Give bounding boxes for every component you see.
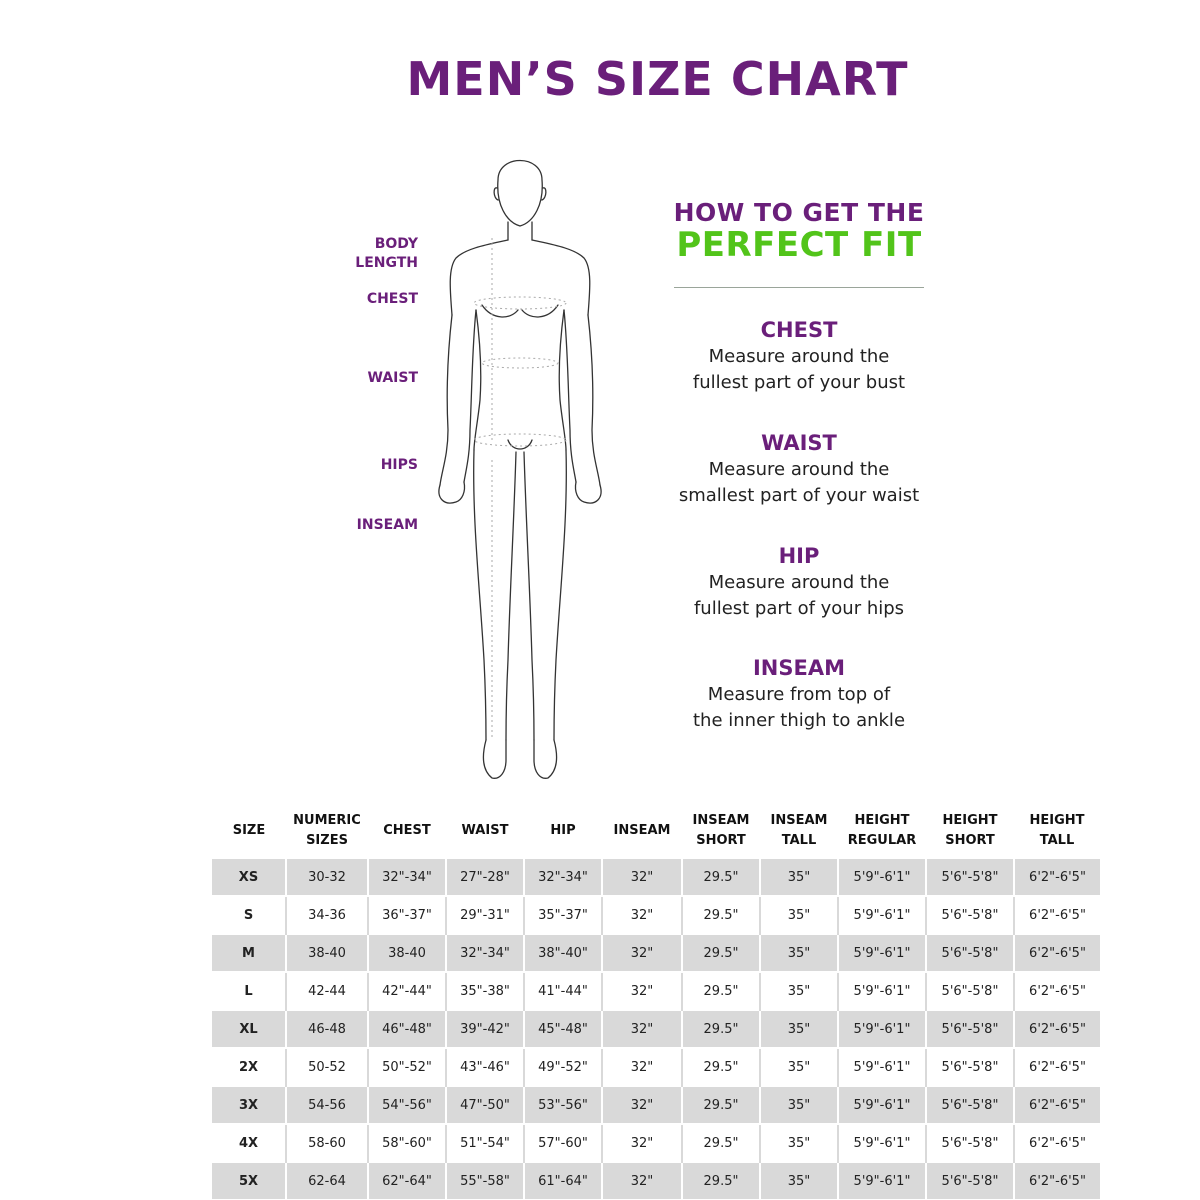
- body-figure-illustration: [420, 140, 620, 790]
- column-header: [212, 805, 286, 858]
- table-cell: 6'2"-6'5": [1014, 1162, 1100, 1199]
- table-row: [212, 1086, 1100, 1124]
- table-cell: 5'9"-6'1": [838, 1010, 926, 1048]
- column-header: [446, 805, 524, 858]
- column-header: [524, 805, 602, 858]
- tip-inseam-line1: Measure from top of: [707, 684, 891, 705]
- table-cell: 32": [602, 1086, 682, 1124]
- size-cell: M: [212, 934, 286, 972]
- table-cell: 5'9"-6'1": [838, 1124, 926, 1162]
- table-cell: 39"-42": [446, 1010, 524, 1048]
- label-body-length: [355, 235, 418, 273]
- table-cell: 35": [760, 858, 838, 896]
- column-header: [838, 805, 926, 858]
- table-row: [212, 896, 1100, 934]
- table-cell: 32": [602, 1124, 682, 1162]
- table-cell: 35": [760, 1162, 838, 1199]
- table-cell: 51"-54": [446, 1124, 524, 1162]
- tip-waist-head: WAIST: [761, 431, 837, 455]
- size-table: [212, 805, 1100, 1199]
- table-cell: 35": [760, 1124, 838, 1162]
- column-header-line: HEIGHT: [1029, 813, 1085, 828]
- table-cell: 6'2"-6'5": [1014, 972, 1100, 1010]
- table-cell: 30-32: [286, 858, 368, 896]
- label-body-length-text: BODY LENGTH: [355, 236, 418, 271]
- table-cell: 32"-34": [368, 858, 446, 896]
- tip-chest-head: CHEST: [760, 318, 838, 342]
- table-cell: 6'2"-6'5": [1014, 1048, 1100, 1086]
- table-cell: 35"-37": [524, 896, 602, 934]
- table-cell: 35": [760, 1086, 838, 1124]
- size-cell: S: [212, 896, 286, 934]
- column-header-line: TALL: [781, 833, 817, 848]
- tip-chest-line2: fullest part of your bust: [692, 372, 906, 393]
- table-cell: 29.5": [682, 896, 760, 934]
- table-cell: 32"-34": [524, 858, 602, 896]
- table-cell: 32": [602, 896, 682, 934]
- table-cell: 6'2"-6'5": [1014, 934, 1100, 972]
- table-cell: 5'6"-5'8": [926, 1086, 1014, 1124]
- column-header-line: WAIST: [461, 823, 509, 838]
- table-row: [212, 858, 1100, 896]
- table-row: [212, 1010, 1100, 1048]
- column-header: [926, 805, 1014, 858]
- column-header-line: INSEAM: [692, 813, 750, 828]
- column-header-line: HEIGHT: [854, 813, 910, 828]
- table-cell: 43"-46": [446, 1048, 524, 1086]
- column-header: [286, 805, 368, 858]
- table-cell: 6'2"-6'5": [1014, 858, 1100, 896]
- tip-waist: [660, 431, 938, 509]
- table-cell: 58"-60": [368, 1124, 446, 1162]
- page-title: MEN’S SIZE CHART: [406, 52, 909, 106]
- size-cell: L: [212, 972, 286, 1010]
- table-cell: 50-52: [286, 1048, 368, 1086]
- column-header-line: SHORT: [696, 833, 746, 848]
- table-cell: 38-40: [286, 934, 368, 972]
- table-cell: 34-36: [286, 896, 368, 934]
- table-cell: 32": [602, 1010, 682, 1048]
- table-cell: 42-44: [286, 972, 368, 1010]
- table-cell: 32"-34": [446, 934, 524, 972]
- table-cell: 6'2"-6'5": [1014, 896, 1100, 934]
- column-header-line: CHEST: [383, 823, 431, 838]
- table-cell: 5'6"-5'8": [926, 1162, 1014, 1199]
- table-cell: 32": [602, 858, 682, 896]
- column-header-line: SIZE: [232, 823, 266, 838]
- table-row: [212, 1048, 1100, 1086]
- table-cell: 58-60: [286, 1124, 368, 1162]
- table-cell: 35": [760, 972, 838, 1010]
- size-cell: 3X: [212, 1086, 286, 1124]
- table-cell: 29.5": [682, 972, 760, 1010]
- column-header-line: NUMERIC: [293, 813, 361, 828]
- table-cell: 54-56: [286, 1086, 368, 1124]
- table-cell: 5'6"-5'8": [926, 858, 1014, 896]
- table-row: [212, 1162, 1100, 1199]
- label-hips: HIPS: [380, 457, 418, 473]
- table-cell: 47"-50": [446, 1086, 524, 1124]
- table-cell: 5'9"-6'1": [838, 1086, 926, 1124]
- table-cell: 5'6"-5'8": [926, 972, 1014, 1010]
- howto-line2: PERFECT FIT: [676, 225, 922, 265]
- table-header-row: [212, 805, 1100, 858]
- table-cell: 6'2"-6'5": [1014, 1086, 1100, 1124]
- table-cell: 53"-56": [524, 1086, 602, 1124]
- column-header: [760, 805, 838, 858]
- table-cell: 32": [602, 1162, 682, 1199]
- tip-hip: [660, 544, 938, 622]
- table-cell: 6'2"-6'5": [1014, 1124, 1100, 1162]
- size-cell: 5X: [212, 1162, 286, 1199]
- table-cell: 45"-48": [524, 1010, 602, 1048]
- table-cell: 5'9"-6'1": [838, 896, 926, 934]
- table-cell: 55"-58": [446, 1162, 524, 1199]
- table-cell: 5'6"-5'8": [926, 934, 1014, 972]
- tip-inseam-line2: the inner thigh to ankle: [692, 710, 906, 731]
- label-inseam: INSEAM: [356, 517, 418, 533]
- table-cell: 38"-40": [524, 934, 602, 972]
- table-cell: 29.5": [682, 934, 760, 972]
- size-cell: 4X: [212, 1124, 286, 1162]
- table-cell: 29.5": [682, 858, 760, 896]
- table-cell: 32": [602, 934, 682, 972]
- tip-inseam: [660, 656, 938, 734]
- size-cell: XS: [212, 858, 286, 896]
- table-cell: 5'6"-5'8": [926, 896, 1014, 934]
- tip-hip-line2: fullest part of your hips: [693, 598, 905, 619]
- tip-chest-line1: Measure around the: [708, 346, 890, 367]
- tip-inseam-head: INSEAM: [752, 656, 845, 680]
- table-cell: 5'6"-5'8": [926, 1124, 1014, 1162]
- tip-waist-line1: Measure around the: [708, 459, 890, 480]
- table-cell: 42"-44": [368, 972, 446, 1010]
- column-header-line: SIZES: [306, 833, 348, 848]
- column-header-line: INSEAM: [613, 823, 671, 838]
- table-cell: 35"-38": [446, 972, 524, 1010]
- column-header-line: INSEAM: [770, 813, 828, 828]
- table-cell: 29.5": [682, 1048, 760, 1086]
- table-cell: 35": [760, 1010, 838, 1048]
- table-cell: 35": [760, 1048, 838, 1086]
- table-row: [212, 972, 1100, 1010]
- column-header-line: TALL: [1039, 833, 1075, 848]
- column-header: [368, 805, 446, 858]
- column-header-line: REGULAR: [847, 833, 917, 848]
- table-cell: 46"-48": [368, 1010, 446, 1048]
- table-cell: 41"-44": [524, 972, 602, 1010]
- column-header: [1014, 805, 1100, 858]
- table-cell: 61"-64": [524, 1162, 602, 1199]
- table-cell: 46-48: [286, 1010, 368, 1048]
- table-cell: 32": [602, 972, 682, 1010]
- table-cell: 5'6"-5'8": [926, 1010, 1014, 1048]
- table-cell: 5'9"-6'1": [838, 934, 926, 972]
- table-cell: 5'9"-6'1": [838, 1048, 926, 1086]
- table-cell: 62-64: [286, 1162, 368, 1199]
- table-cell: 29.5": [682, 1086, 760, 1124]
- howto-line1: HOW TO GET THE: [673, 198, 925, 227]
- table-cell: 49"-52": [524, 1048, 602, 1086]
- label-waist: WAIST: [367, 370, 418, 386]
- table-row: [212, 934, 1100, 972]
- table-cell: 36"-37": [368, 896, 446, 934]
- column-header: [682, 805, 760, 858]
- table-cell: 5'9"-6'1": [838, 858, 926, 896]
- divider: [674, 287, 924, 288]
- column-header-line: HIP: [550, 823, 576, 838]
- tip-hip-line1: Measure around the: [708, 572, 890, 593]
- table-cell: 57"-60": [524, 1124, 602, 1162]
- tip-hip-head: HIP: [778, 544, 820, 568]
- table-cell: 27"-28": [446, 858, 524, 896]
- table-cell: 29.5": [682, 1010, 760, 1048]
- table-cell: 5'9"-6'1": [838, 972, 926, 1010]
- table-cell: 35": [760, 934, 838, 972]
- column-header-line: SHORT: [945, 833, 995, 848]
- column-header-line: HEIGHT: [942, 813, 998, 828]
- label-chest: CHEST: [366, 291, 418, 307]
- table-cell: 29.5": [682, 1162, 760, 1199]
- table-cell: 5'6"-5'8": [926, 1048, 1014, 1086]
- tip-waist-line2: smallest part of your waist: [678, 485, 920, 506]
- table-cell: 54"-56": [368, 1086, 446, 1124]
- column-header: [602, 805, 682, 858]
- table-cell: 5'9"-6'1": [838, 1162, 926, 1199]
- tip-chest: [660, 318, 938, 396]
- table-cell: 29"-31": [446, 896, 524, 934]
- size-cell: XL: [212, 1010, 286, 1048]
- perfect-fit-heading: [660, 198, 938, 288]
- table-cell: 32": [602, 1048, 682, 1086]
- table-cell: 38-40: [368, 934, 446, 972]
- table-cell: 50"-52": [368, 1048, 446, 1086]
- size-cell: 2X: [212, 1048, 286, 1086]
- table-row: [212, 1124, 1100, 1162]
- table-cell: 62"-64": [368, 1162, 446, 1199]
- table-cell: 29.5": [682, 1124, 760, 1162]
- table-cell: 6'2"-6'5": [1014, 1010, 1100, 1048]
- table-cell: 35": [760, 896, 838, 934]
